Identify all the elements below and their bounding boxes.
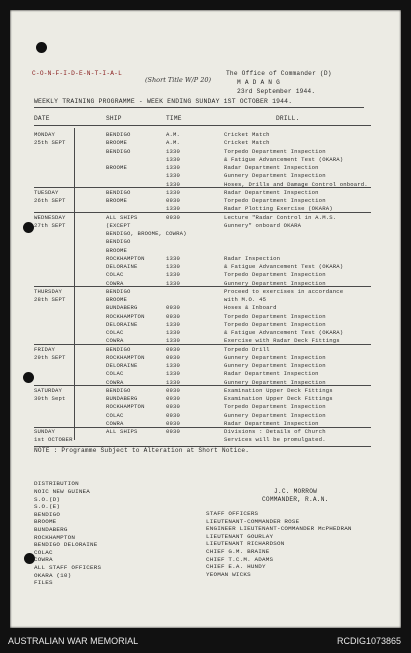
cell-drill: Hoses, Drills and Damage Control onboard. <box>224 180 368 188</box>
cell-drill: Gunnery" onboard OKARA <box>224 221 302 229</box>
distribution-item: ROCKHAMPTON <box>34 533 76 541</box>
cell-time: 0930 <box>166 197 181 204</box>
distribution-item: BENDIGO DELORAINE <box>34 541 98 549</box>
cell-date: TUESDAY <box>34 188 59 196</box>
cell-ship: DELORAINE <box>106 263 138 270</box>
cell-time: 1330 <box>166 172 181 180</box>
signature-rank: COMMANDER, R.A.N. <box>262 496 329 503</box>
day-separator <box>34 286 371 287</box>
distribution-item: FILES <box>34 579 53 587</box>
punch-hole <box>23 222 34 233</box>
cell-drill: Torpedo Department Inspection <box>224 320 326 328</box>
cell-time: 1330 <box>166 188 181 196</box>
cell-ship: BENDIGO <box>106 287 131 295</box>
cell-ship: BENDIGO <box>106 147 131 155</box>
cell-drill: Divisions : Details of Church <box>224 428 326 435</box>
distribution-item: BUNDABERG <box>34 526 68 533</box>
cell-date: SATURDAY <box>34 386 63 394</box>
day-separator <box>34 212 371 213</box>
punch-hole <box>23 372 34 383</box>
column-header-ship: SHIP <box>106 115 122 122</box>
cell-ship: BENDIGO <box>106 386 131 394</box>
cell-ship: ROCKHAMPTON <box>106 312 145 320</box>
cell-ship: COLAC <box>106 329 124 336</box>
cell-time: 1330 <box>166 254 181 262</box>
cell-date: THURSDAY <box>34 287 63 295</box>
cell-drill: Lecture "Radar Control in A.M.S. <box>224 213 337 221</box>
cell-ship: COLAC <box>106 411 124 419</box>
classification: C-O-N-F-I-D-E-N-T-I-A-L <box>32 70 123 77</box>
cell-date: 1st OCTOBER <box>34 436 73 444</box>
cell-drill: Radar Plotting Exercise (OKARA) <box>224 205 333 213</box>
cell-ship: BUNDABERG <box>106 395 138 402</box>
cell-drill: Torpedo Department Inspection <box>224 312 326 320</box>
cell-drill: Torpedo Department Inspection <box>224 403 326 411</box>
staff-officer-item: LIEUTENANT RICHARDSON <box>206 540 285 548</box>
cell-date: 30th Sept <box>34 395 66 402</box>
cell-date: 28th SEPT <box>34 296 66 303</box>
cell-time: 1330 <box>166 329 181 336</box>
cell-drill: & Fatigue Advancement Test (OKARA) <box>224 329 344 336</box>
cell-ship: BROOME <box>106 246 128 254</box>
cell-drill: Torpedo Department Inspection <box>224 147 326 155</box>
cell-ship: COLAC <box>106 370 124 378</box>
cell-time: 1330 <box>166 362 181 369</box>
cell-drill: & Fatigue Advancement Test (OKARA) <box>224 155 344 163</box>
day-separator <box>34 385 371 386</box>
place-line: M A D A N G <box>237 79 281 86</box>
cell-ship: COWRA <box>106 279 124 287</box>
document-title: WEEKLY TRAINING PROGRAMME - WEEK ENDING SUNDAY 1ST OCTOBER 1944. <box>34 98 293 105</box>
cell-drill: Radar Department Inspection <box>224 419 319 427</box>
cell-time: 1330 <box>166 378 181 386</box>
cell-drill: & Fatigue Advancement Test (OKARA) <box>224 263 344 270</box>
cell-ship: COWRA <box>106 337 124 345</box>
cell-time: 0930 <box>166 395 181 402</box>
cell-ship: DELORAINE <box>106 362 138 369</box>
cell-ship: BENDIGO <box>106 238 131 246</box>
cell-ship: BROOME <box>106 197 128 204</box>
column-header-drill: DRILL. <box>276 115 300 122</box>
cell-time: 1330 <box>166 271 181 279</box>
column-header-time: TIME <box>166 115 182 122</box>
table-row <box>34 436 371 445</box>
cell-ship: DELORAINE <box>106 320 138 328</box>
staff-officer-item: CHIEF G.M. BRAINE <box>206 548 270 555</box>
cell-drill: Cricket Match <box>224 131 270 138</box>
cell-drill: Radar Department Inspection <box>224 370 319 378</box>
cell-ship: COWRA <box>106 378 124 386</box>
staff-officer-item: YEOMAN WICKS <box>206 570 251 578</box>
title-underline <box>34 107 364 108</box>
cell-ship: COWRA <box>106 419 124 427</box>
cell-drill: Examination Upper Deck Fittings <box>224 386 333 394</box>
archive-footer <box>0 629 411 653</box>
column-header-date: DATE <box>34 115 50 122</box>
cell-time: 1330 <box>166 155 181 163</box>
cell-ship: BROOME <box>106 296 128 303</box>
cell-ship: ROCKHAMPTON <box>106 403 145 411</box>
distribution-item: NOIC NEW GUINEA <box>34 488 91 495</box>
day-separator <box>34 187 371 188</box>
cell-time: 0930 <box>166 403 181 411</box>
header-rule <box>34 125 371 126</box>
cell-time: 1330 <box>166 205 181 213</box>
cell-drill: Hoses & Inboard <box>224 304 277 312</box>
cell-ship: ROCKHAMPTON <box>106 254 145 262</box>
cell-time: 1330 <box>166 337 181 345</box>
cell-time: 0930 <box>166 428 181 435</box>
punch-hole <box>36 42 47 53</box>
cell-drill: Gunnery Department Inspection <box>224 353 326 361</box>
cell-ship: BENDIGO <box>106 345 131 353</box>
cell-time: A.M. <box>166 139 181 147</box>
distribution-item: BROOME <box>34 518 57 526</box>
cell-drill: Gunnery Department Inspection <box>224 279 326 287</box>
cell-time: 0930 <box>166 353 181 361</box>
distribution-item: COLAC <box>34 548 53 556</box>
staff-officer-item: CHIEF E.A. HUNDY <box>206 563 266 571</box>
date-line: 23rd September 1944. <box>237 88 316 95</box>
staff-officer-item: LIEUTENANT GOURLAY <box>206 532 274 540</box>
cell-drill: Examination Upper Deck Fittings <box>224 395 333 402</box>
cell-ship: ALL SHIPS <box>106 428 138 435</box>
cell-time: 0930 <box>166 411 181 419</box>
cell-ship: BENDIGO, BROOME, COWRA) <box>106 230 187 237</box>
cell-time: 0930 <box>166 386 181 394</box>
cell-time: 1330 <box>166 279 181 287</box>
day-separator <box>34 344 371 345</box>
cell-date: SUNDAY <box>34 428 56 435</box>
cell-date: 29th SEPT <box>34 353 66 361</box>
cell-ship: COLAC <box>106 271 124 279</box>
cell-time: 0930 <box>166 213 181 221</box>
cell-drill: Gunnery Department Inspection <box>224 172 326 180</box>
programme-note: NOTE : Programme Subject to Alteration at Short Notice. <box>34 447 250 454</box>
handwritten-note: (Short Title W/P 20) <box>145 76 212 84</box>
cell-ship: BROOME <box>106 164 128 171</box>
cell-ship: BROOME <box>106 139 128 147</box>
cell-time: 0930 <box>166 304 181 312</box>
cell-time: 1330 <box>166 164 181 171</box>
cell-ship: BUNDABERG <box>106 304 138 312</box>
cell-drill: Cricket Match <box>224 139 270 147</box>
cell-drill: Gunnery Department Inspection <box>224 411 326 419</box>
cell-drill: with M.O. 45 <box>224 296 267 303</box>
staff-officer-item: CHIEF T.C.M. ADAMS <box>206 555 274 563</box>
cell-time: 0930 <box>166 419 181 427</box>
document-page <box>10 10 401 628</box>
cell-drill: Radar Department Inspection <box>224 188 319 196</box>
cell-drill: Gunnery Department Inspection <box>224 378 326 386</box>
signature-name: J.C. MORROW <box>274 488 318 495</box>
cell-date: MONDAY <box>34 131 56 138</box>
cell-date: 27th SEPT <box>34 221 66 229</box>
cell-drill: Radar Department Inspection <box>224 164 319 171</box>
day-separator <box>34 427 371 428</box>
distribution-item: BENDIGO <box>34 510 61 518</box>
cell-time: 1330 <box>166 320 181 328</box>
cell-drill: Torpedo Department Inspection <box>224 197 326 204</box>
distribution-item: OKARA (10) <box>34 571 72 579</box>
cell-time: 1330 <box>166 147 181 155</box>
staff-officer-item: LIEUTENANT-COMMANDER ROSE <box>206 517 300 525</box>
staff-officer-item: ENGINEER LIEUTENANT-COMMANDER McPHEDRAN <box>206 525 352 533</box>
cell-time: 0930 <box>166 312 181 320</box>
cell-drill: Exercise with Radar Deck Fittings <box>224 337 340 345</box>
cell-time: 1330 <box>166 263 181 270</box>
office-line: The Office of Commander (D) <box>226 70 332 77</box>
distribution-item: S.O.(D) <box>34 495 61 503</box>
cell-time: 1330 <box>166 370 181 378</box>
distribution-item: ALL STAFF OFFICERS <box>34 564 102 571</box>
distribution-heading: DISTRIBUTION <box>34 480 79 487</box>
cell-time: A.M. <box>166 131 181 138</box>
cell-drill: Torpedo Department Inspection <box>224 271 326 279</box>
footer-source: AUSTRALIAN WAR MEMORIAL <box>8 636 139 646</box>
cell-time: 0930 <box>166 345 181 353</box>
cell-drill: Radar Inspection <box>224 254 281 262</box>
cell-date: WEDNESDAY <box>34 213 66 221</box>
cell-ship: BENDIGO <box>106 188 131 196</box>
cell-date: FRIDAY <box>34 345 56 353</box>
cell-ship: BENDIGO <box>106 131 131 138</box>
cell-ship: ROCKHAMPTON <box>106 353 145 361</box>
distribution-item: COWRA <box>34 556 53 564</box>
cell-drill: Services will be promulgated. <box>224 436 326 444</box>
cell-ship: (EXCEPT <box>106 221 131 229</box>
cell-ship: ALL SHIPS <box>106 213 138 221</box>
cell-drill: Proceed to exercises in accordance <box>224 287 344 295</box>
cell-drill: Gunnery Department Inspection <box>224 362 326 369</box>
footer-id: RCDIG1073865 <box>336 636 401 646</box>
cell-time: 1330 <box>166 180 181 188</box>
cell-drill: Torpedo Drill <box>224 345 270 353</box>
distribution-item: S.O.(E) <box>34 503 61 511</box>
cell-date: 26th SEPT <box>34 197 66 204</box>
cell-date: 25th SEPT <box>34 139 66 147</box>
staff-officer-item: STAFF OFFICERS <box>206 510 259 517</box>
